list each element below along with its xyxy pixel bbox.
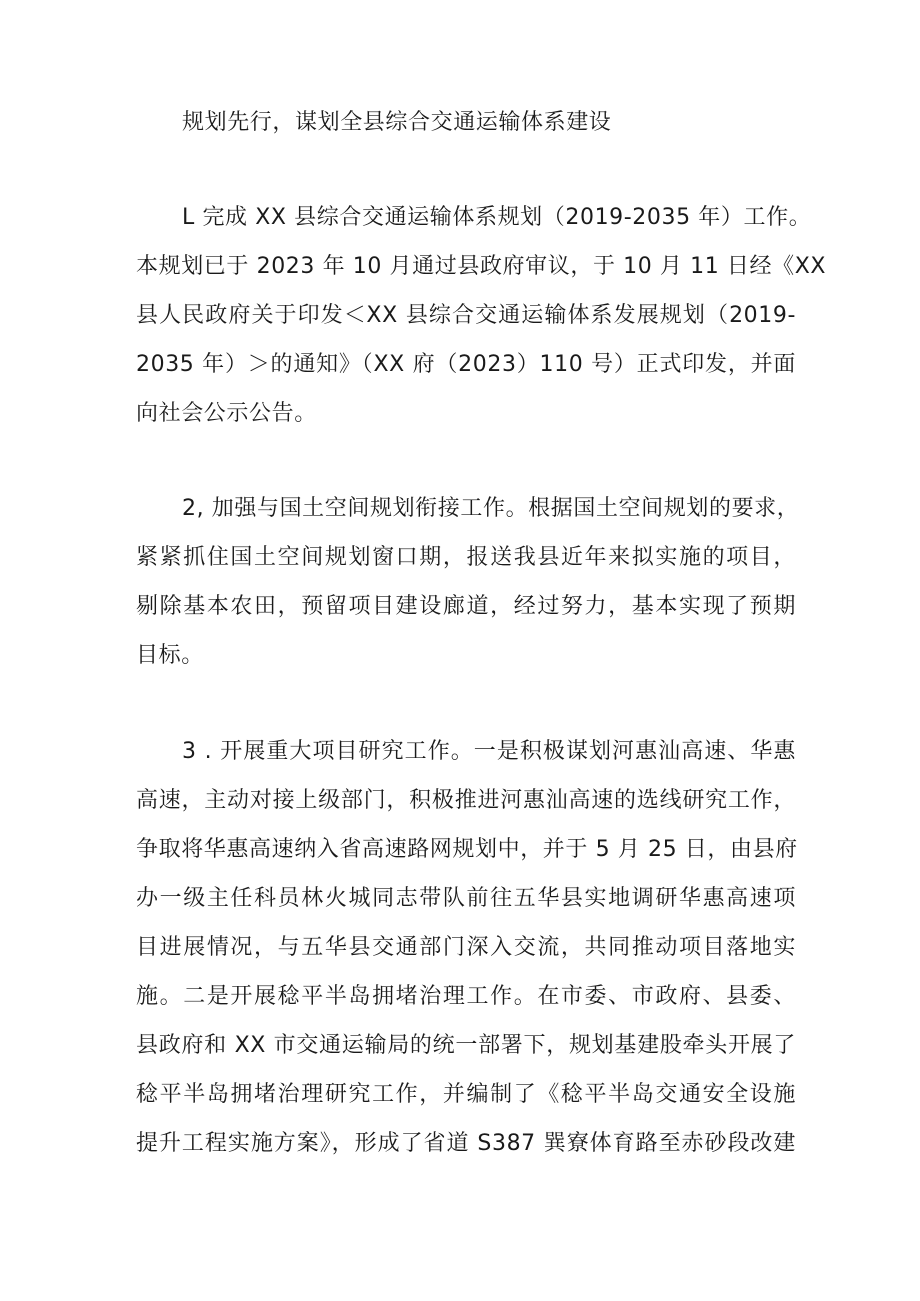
paragraph-3-line-2: 高速，主动对接上级部门，积极推进河惠汕高速的选线研究工作， bbox=[136, 788, 796, 813]
paragraph-1-line-1: L 完成 XX 县综合交通运输体系规划（2019-2035 年）工作。 bbox=[182, 205, 812, 230]
paragraph-3-line-8: 稔平半岛拥堵治理研究工作，并编制了《稔平半岛交通安全设施 bbox=[136, 1082, 796, 1107]
paragraph-3-line-7: 县政府和 XX 市交通运输局的统一部署下，规划基建股牵头开展了 bbox=[136, 1033, 796, 1058]
paragraph-3-line-6: 施。二是开展稔平半岛拥堵治理工作。在市委、市政府、县委、 bbox=[136, 984, 796, 1009]
paragraph-1-line-2: 本规划已于 2023 年 10 月通过县政府审议，于 10 月 11 日经《XX bbox=[136, 254, 827, 279]
paragraph-3-line-3: 争取将华惠高速纳入省高速路网规划中，并于 5 月 25 日，由县府 bbox=[136, 837, 798, 862]
paragraph-2-line-1: 2, 加强与国土空间规划衔接工作。根据国土空间规划的要求， bbox=[182, 496, 800, 521]
paragraph-3-line-4: 办一级主任科员林火城同志带队前往五华县实地调研华惠高速项 bbox=[136, 886, 796, 911]
paragraph-1-line-4: 2035 年）＞的通知》（XX 府（2023）110 号）正式印发，并面 bbox=[136, 352, 796, 377]
paragraph-3-line-9: 提升工程实施方案》，形成了省道 S387 巽寮体育路至赤砂段改建 bbox=[136, 1131, 796, 1156]
paragraph-1-line-3: 县人民政府关于印发＜XX 县综合交通运输体系发展规划（2019- bbox=[136, 303, 796, 328]
paragraph-2-line-4: 目标。 bbox=[136, 643, 204, 668]
paragraph-2-line-3: 剔除基本农田，预留项目建设廊道，经过努力，基本实现了预期 bbox=[136, 594, 796, 619]
section-heading: 规划先行，谋划全县综合交通运输体系建设 bbox=[182, 110, 612, 135]
paragraph-2-line-2: 紧紧抓住国土空间规划窗口期，报送我县近年来拟实施的项目， bbox=[136, 545, 796, 570]
paragraph-1-line-5: 向社会公示公告。 bbox=[136, 401, 317, 426]
paragraph-3-line-1: 3 . 开展重大项目研究工作。一是积极谋划河惠汕高速、华惠 bbox=[182, 739, 796, 764]
paragraph-3-line-5: 目进展情况，与五华县交通部门深入交流，共同推动项目落地实 bbox=[136, 935, 796, 960]
